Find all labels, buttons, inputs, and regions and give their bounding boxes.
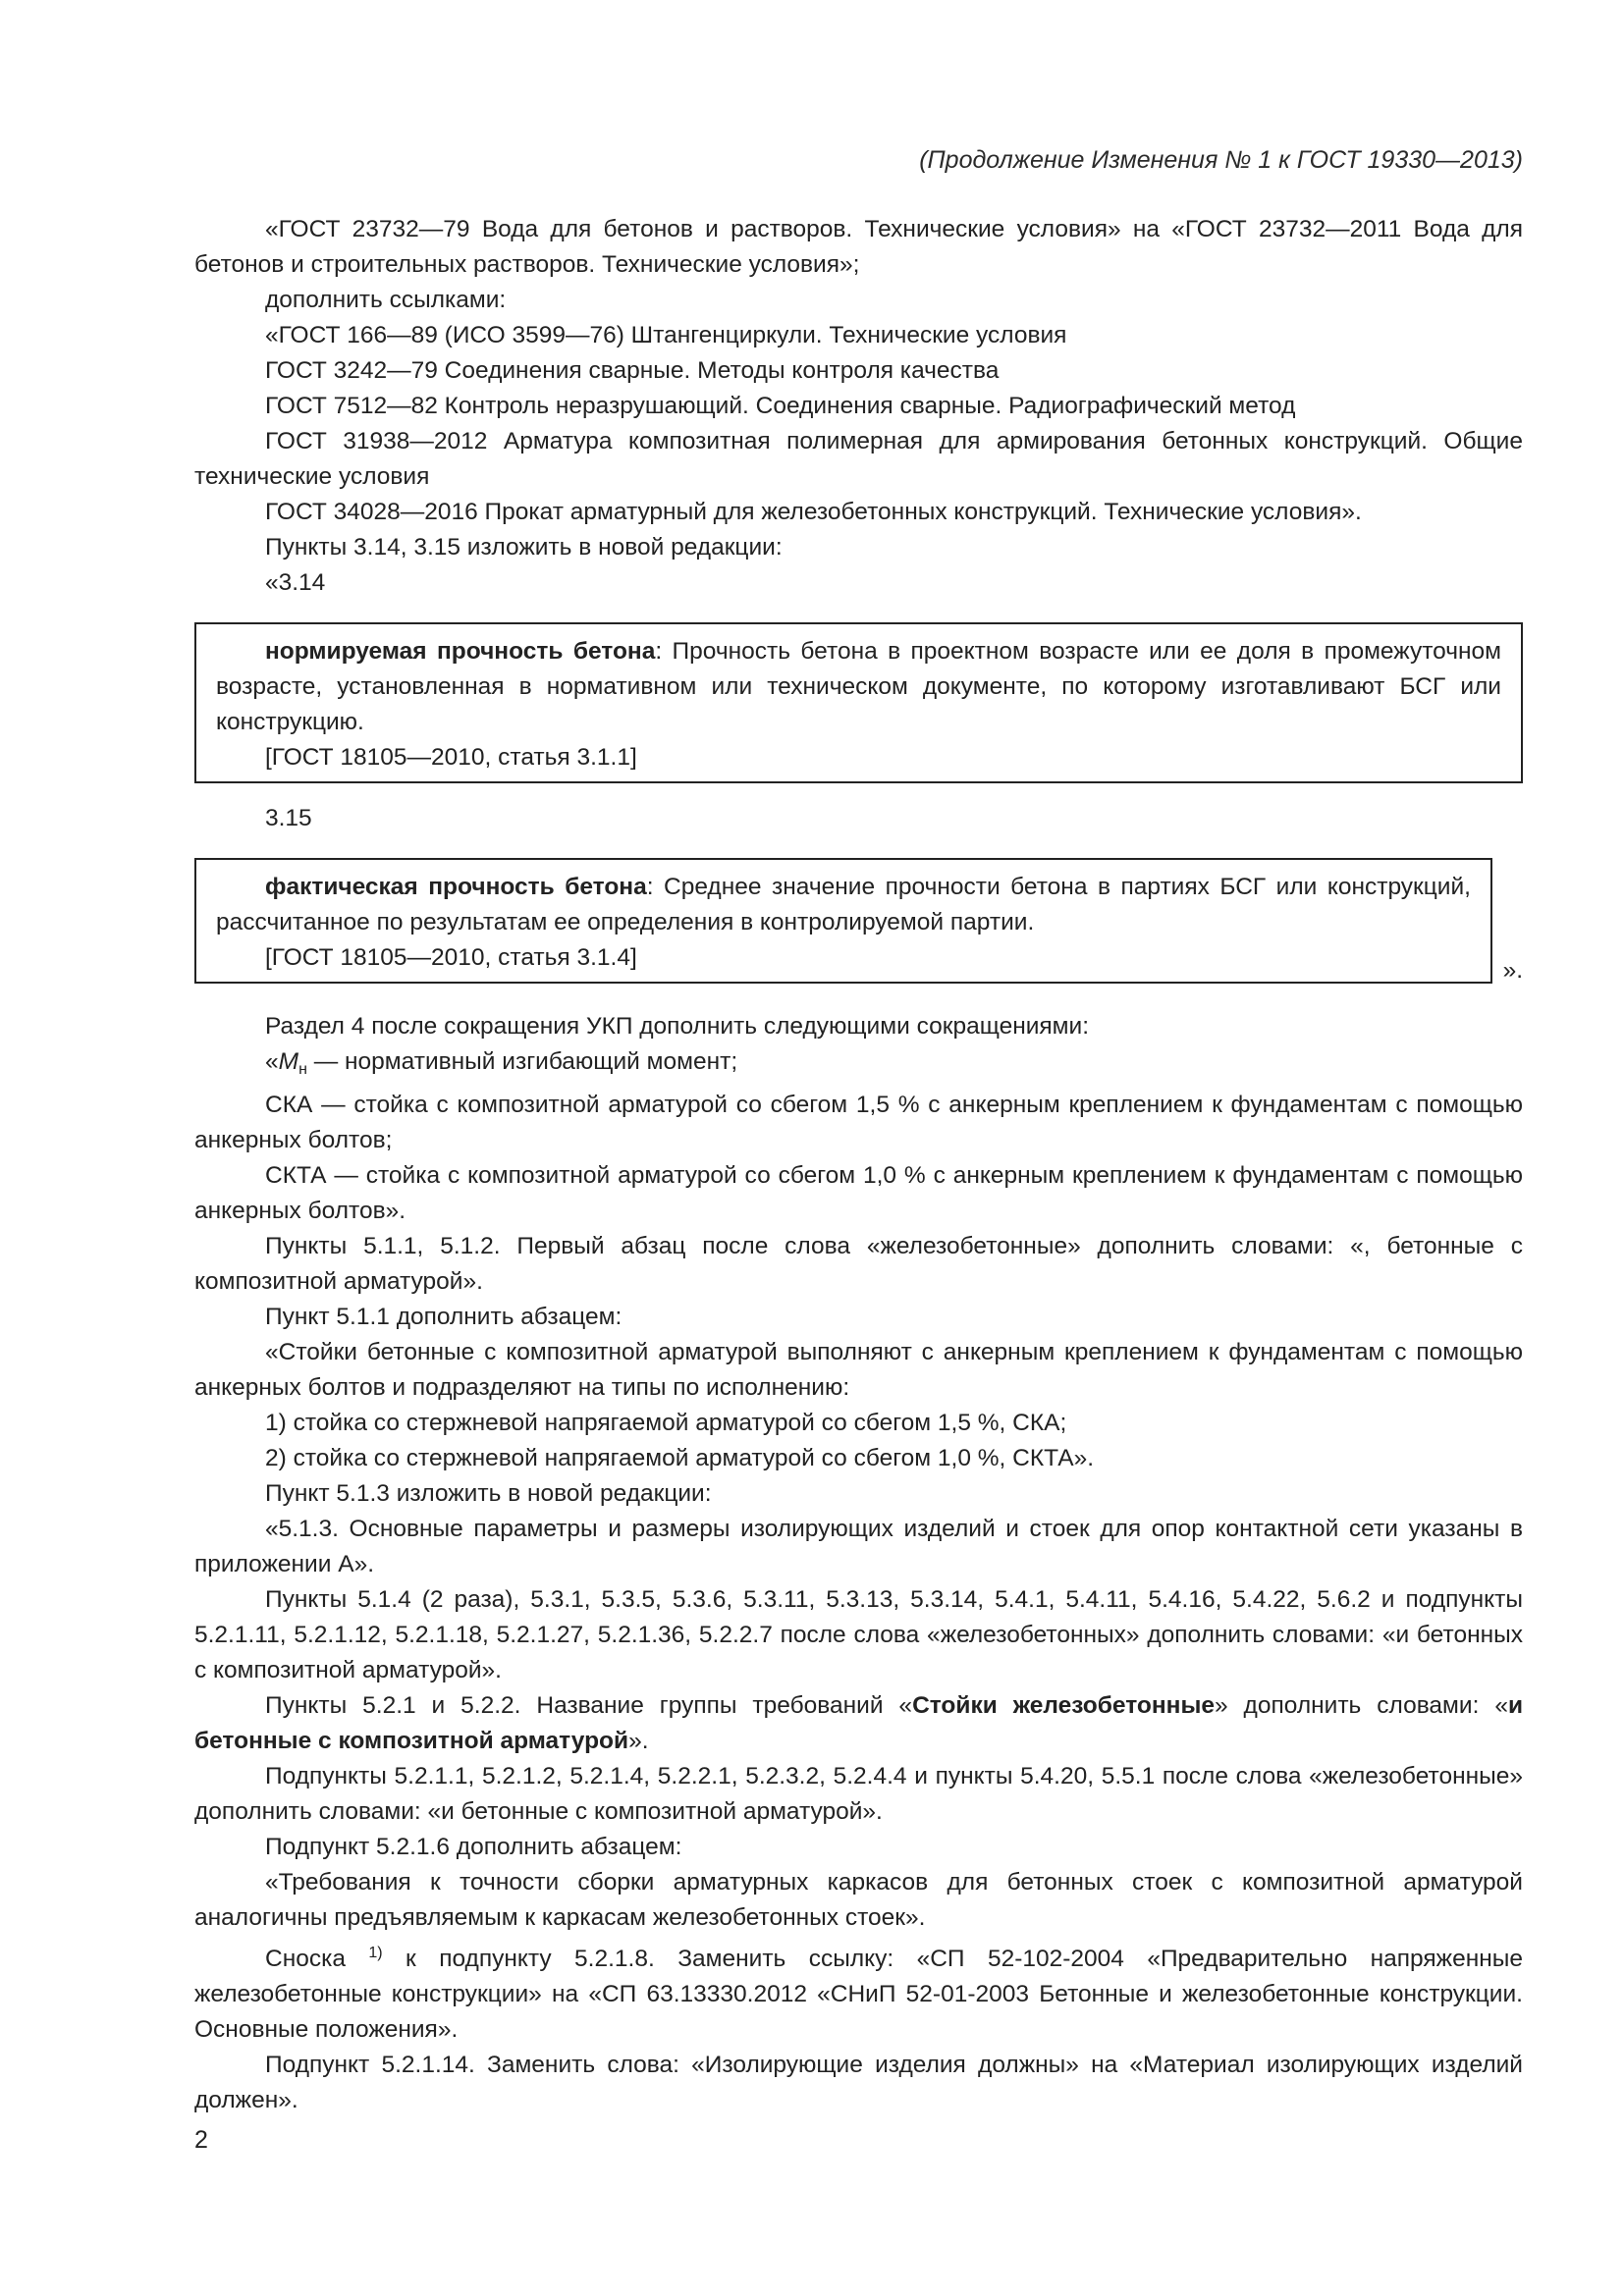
- paragraph: «Требования к точности сборки арматурных каркасов для бетонных стоек с композитной арматурой аналогичны предъявляемым к каркасам железобетонных стоек».: [194, 1869, 1523, 1931]
- closing-quote: ».: [1502, 957, 1523, 984]
- definition-term: нормируемая прочность бетона: [265, 638, 656, 665]
- running-header: (Продолжение Изменения № 1 к ГОСТ 19330—2013): [919, 146, 1523, 174]
- list-item: 1) стойка со стержневой напрягаемой арматурой со сбегом 1,5 %, СКА;: [265, 1410, 1067, 1436]
- paragraph: Пункт 5.1.1 дополнить абзацем:: [265, 1304, 623, 1330]
- paragraph: дополнить ссылками:: [265, 287, 507, 313]
- paragraph: «ГОСТ 23732—79 Вода для бетонов и растворов. Технические условия» на «ГОСТ 23732—2011 Вода для бетонов и строительных растворов. Технические условия»;: [194, 216, 1523, 278]
- paragraph: Раздел 4 после сокращения УКП дополнить следующими сокращениями:: [265, 1013, 1090, 1040]
- paragraph: ГОСТ 34028—2016 Прокат арматурный для железобетонных конструкций. Технические условия».: [265, 499, 1362, 525]
- paragraph: Сноска $^{1)}$ к подпункту 5.2.1.8. Заменить ссылку: «СП 52-102-2004 «Предварительно напряженные железобетонные конструкции» на «СП 63.13330.2012 «СНиП 52-01-2003 Бетонные и железобетонные конструкции. Основные положения».: [194, 1945, 1523, 2043]
- document-body: [194, 212, 1523, 2118]
- moment-symbol: M: [278, 1048, 299, 1075]
- paragraph: ГОСТ 3242—79 Соединения сварные. Методы контроля качества: [265, 357, 1000, 384]
- definition-source: [ГОСТ 18105—2010, статья 3.1.1]: [265, 744, 637, 771]
- paragraph: ГОСТ 31938—2012 Арматура композитная полимерная для армирования бетонных конструкций. Общие технические условия: [194, 428, 1523, 490]
- paragraph: «Стойки бетонные с композитной арматурой выполняют с анкерным креплением к фундаментам с помощью анкерных болтов и подразделяют на типы по исполнению:: [194, 1339, 1523, 1401]
- definition-box-3-15: [194, 858, 1492, 984]
- paragraph: «3.14: [265, 569, 326, 596]
- paragraph: «ГОСТ 166—89 (ИСО 3599—76) Штангенциркули. Технические условия: [265, 322, 1067, 348]
- definition-box-3-14: [194, 622, 1523, 783]
- definition-body: : Среднее значение прочности бетона в партиях БСГ или конструкций, рассчитанное по результатам ее определения в контролируемой партии.: [216, 874, 1471, 935]
- paragraph: Подпункты 5.2.1.1, 5.2.1.2, 5.2.1.4, 5.2.2.1, 5.2.3.2, 5.2.4.4 и пункты 5.4.20, 5.5.1 после слова «железобетонные» дополнить словами: «и бетонные с композитной арматурой».: [194, 1763, 1523, 1825]
- paragraph: 3.15: [265, 805, 312, 831]
- definition-body: : Прочность бетона в проектном возрасте или ее доля в промежуточном возрасте, установленная в нормативном или техническом документе, по которому изготавливают БСГ или конструкцию.: [216, 638, 1501, 735]
- paragraph: Пункты 3.14, 3.15 изложить в новой редакции:: [265, 534, 783, 561]
- definition-term: фактическая прочность бетона: [265, 874, 647, 900]
- footnote-marker: 1): [368, 1945, 383, 1961]
- paragraph: Подпункт 5.2.1.14. Заменить слова: «Изолирующие изделия должны» на «Материал изолирующих изделий должен».: [194, 2052, 1523, 2113]
- paragraph: СКА — стойка с композитной арматурой со сбегом 1,5 % с анкерным креплением к фундаментам с помощью анкерных болтов;: [194, 1092, 1523, 1153]
- paragraph: «$M_н$ — нормативный изгибающий момент;: [265, 1048, 738, 1078]
- definition-block-3-15: [194, 858, 1523, 984]
- moment-subscript: н: [298, 1061, 307, 1078]
- paragraph: «5.1.3. Основные параметры и размеры изолирующих изделий и стоек для опор контактной сети указаны в приложении А».: [194, 1516, 1523, 1577]
- definition-text: [216, 870, 1471, 940]
- paragraph: Пункты 5.2.1 и 5.2.2. Название группы требований «Стойки железобетонные» дополнить словами: «и бетонные с композитной арматурой».: [194, 1692, 1524, 1754]
- paragraph: Подпункт 5.2.1.6 дополнить абзацем:: [265, 1834, 682, 1860]
- paragraph: Пункты 5.1.4 (2 раза), 5.3.1, 5.3.5, 5.3.6, 5.3.11, 5.3.13, 5.3.14, 5.4.1, 5.4.11, 5.4.16, 5.4.22, 5.6.2 и подпункты 5.2.1.11, 5.2.1.12, 5.2.1.18, 5.2.1.27, 5.2.1.36, 5.2.2.7 после слова «железобетонных» дополнить словами: «и бетонных с композитной арматурой».: [194, 1586, 1523, 1683]
- paragraph: Пункт 5.1.3 изложить в новой редакции:: [265, 1480, 712, 1507]
- definition-source: [ГОСТ 18105—2010, статья 3.1.4]: [265, 944, 637, 971]
- definition-text: [216, 634, 1501, 740]
- paragraph: ГОСТ 7512—82 Контроль неразрушающий. Соединения сварные. Радиографический метод: [265, 393, 1296, 419]
- page-number: 2: [194, 2126, 208, 2154]
- paragraph: Пункты 5.1.1, 5.1.2. Первый абзац после слова «железобетонные» дополнить словами: «, бетонные с композитной арматурой».: [194, 1233, 1523, 1295]
- list-item: 2) стойка со стержневой напрягаемой арматурой со сбегом 1,0 %, СКТА».: [265, 1445, 1095, 1471]
- paragraph: СКТА — стойка с композитной арматурой со сбегом 1,0 % с анкерным креплением к фундаментам с помощью анкерных болтов».: [194, 1162, 1523, 1224]
